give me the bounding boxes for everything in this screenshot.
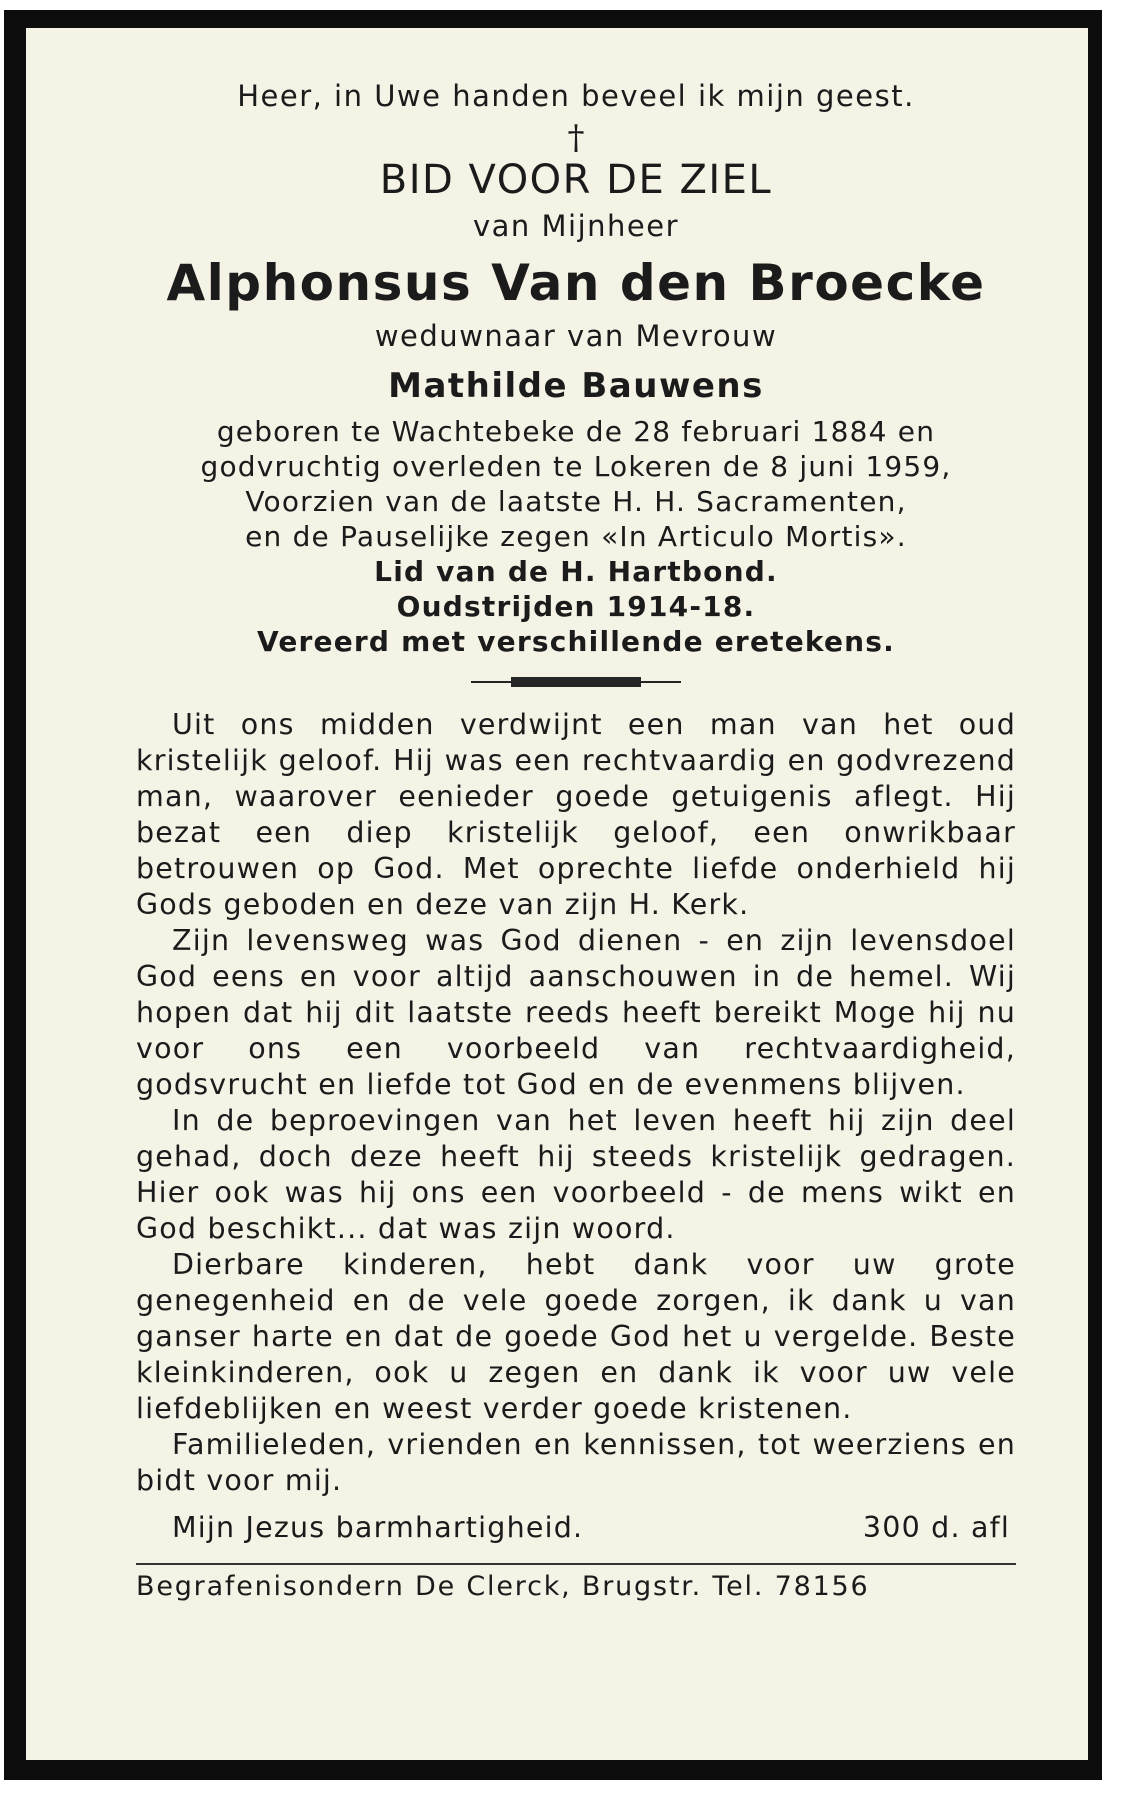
blessing-line: en de Pauselijke zegen «In Articulo Mortis». xyxy=(245,520,907,553)
paragraph: Uit ons midden verdwijnt een man van het oud kristelijk geloof. Hij was een rechtvaardig en godvrezend man, waarover eenieder goede getuigenis aflegt. Hij bezat een diep kristelijk geloof, een onwrikbaar betrouwen op God. Met oprechte liefde onderhield hij Gods geboden en deze van zijn H. Kerk. xyxy=(136,708,1016,921)
memorial-card xyxy=(26,28,1088,1760)
birth-line: geboren te Wachtebeke de 28 februari 1884 en xyxy=(216,415,936,448)
card-title: BID VOOR DE ZIEL xyxy=(379,157,773,203)
paragraph: Zijn levensweg was God dienen - en zijn levensdoel God eens en voor altijd aanschouwen in de hemel. Wij hopen dat hij dit laatste reeds heeft bereikt Moge hij nu voor ons een voorbeeld van rechtvaardigheid, godsvrucht en liefde tot God en de evenmens blijven. xyxy=(136,924,1016,1101)
card-content xyxy=(136,76,1016,1607)
honors-line: Vereerd met verschillende eretekens. xyxy=(256,625,896,658)
opening-prayer: Heer, in Uwe handen beveel ik mijn geest. xyxy=(237,79,915,113)
closing-prayer: Mijn Jezus barmhartigheid. xyxy=(172,1511,584,1544)
footer-divider xyxy=(136,1563,1016,1565)
cross-icon: † xyxy=(567,118,585,158)
veteran-line: Oudstrijden 1914-18. xyxy=(396,590,756,623)
honorific: van Mijnheer xyxy=(472,209,680,243)
deceased-name: Alphonsus Van den Broecke xyxy=(166,254,986,312)
ornament-divider xyxy=(471,675,681,689)
sacraments-line: Voorzien van de laatste H. H. Sacramenten, xyxy=(245,485,907,518)
widower-line: weduwnaar van Mevrouw xyxy=(374,319,778,353)
paragraph: Dierbare kinderen, hebt dank voor uw grote genegenheid en de vele goede zorgen, ik dank u van ganser harte en dat de goede God het u vergelde. Beste kleinkinderen, ook u zegen en dank ik voor uw vele liefdeblijken en weest verder goede kristenen. xyxy=(136,1248,1016,1425)
death-line: godvruchtig overleden te Lokeren de 8 juni 1959, xyxy=(200,450,952,483)
membership-line: Lid van de H. Hartbond. xyxy=(374,555,778,588)
indulgence: 300 d. afl xyxy=(862,1511,1010,1544)
paragraph: In de beproevingen van het leven heeft hij zijn deel gehad, doch deze heeft hij steeds kristelijk gedragen. Hier ook was hij ons een voorbeeld - de mens wikt en God beschikt... dat was zijn woord. xyxy=(136,1104,1016,1245)
printer-credit: Begrafenisondern De Clerck, Brugstr. Tel. 78156 xyxy=(136,1571,870,1602)
paragraph: Familieleden, vrienden en kennissen, tot weerziens en bidt voor mij. xyxy=(136,1428,1016,1497)
memorial-card-border xyxy=(4,10,1102,1780)
spouse-name: Mathilde Bauwens xyxy=(388,366,764,406)
closing-line xyxy=(136,1509,1016,1547)
